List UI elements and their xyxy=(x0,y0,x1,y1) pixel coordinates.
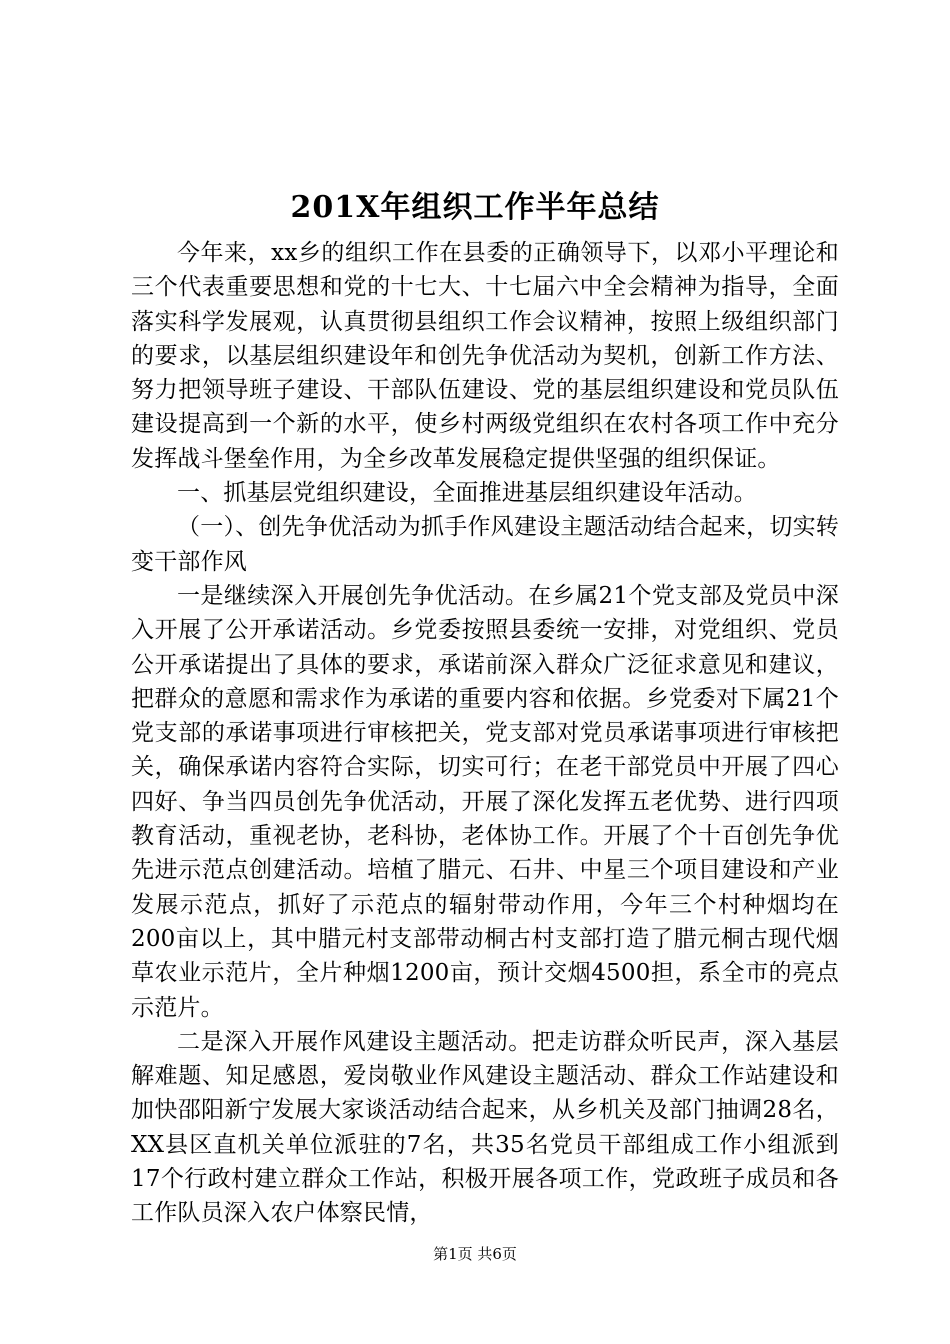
paragraph-item-one: 一是继续深入开展创先争优活动。在乡属21个党支部及党员中深入开展了公开承诺活动。乡党委按照县委统一安排，对党组织、党员公开承诺提出了具体的要求，承诺前深入群众广泛征求意见和建议，把群众的意愿和需求作为承诺的重要内容和依据。乡党委对下属21个党支部的承诺事项进行审核把关，党支部对党员承诺事项进行审核把关，确保承诺内容符合实际，切实可行；在老干部党员中开展了四心四好、争当四员创先争优活动，开展了深化发挥五老优势、进行四项教育活动，重视老协，老科协，老体协工作。开展了个十百创先争优先进示范点创建活动。培植了腊元、石井、中星三个项目建设和产业发展示范点，抓好了示范点的辐射带动作用，今年三个村种烟均在200亩以上，其中腊元村支部带动桐古村支部打造了腊元桐古现代烟草农业示范片，全片种烟1200亩，预计交烟4500担，系全市的亮点示范片。 xyxy=(131,582,839,1021)
document-body xyxy=(131,236,839,1231)
paragraph-item-two: 二是深入开展作风建设主题活动。把走访群众听民声，深入基层解难题、知足感恩，爱岗敬业作风建设主题活动、群众工作站建设和加快邵阳新宁发展大家谈活动结合起来，从乡机关及部门抽调28名，XX县区直机关单位派驻的7名，共35名党员干部组成工作小组派到17个行政村建立群众工作站，积极开展各项工作，党政班子成员和各工作队员深入农户体察民情， xyxy=(131,1028,839,1227)
paragraph-intro: 今年来，xx乡的组织工作在县委的正确领导下，以邓小平理论和三个代表重要思想和党的十七大、十七届六中全会精神为指导，全面落实科学发展观，认真贯彻县组织工作会议精神，按照上级组织部门的要求，以基层组织建设年和创先争优活动为契机，创新工作方法、努力把领导班子建设、干部队伍建设、党的基层组织建设和党员队伍建设提高到一个新的水平，使乡村两级党组织在农村各项工作中充分发挥战斗堡垒作用，为全乡改革发展稳定提供坚强的组织保证。 xyxy=(131,240,839,472)
document-title: 201X年组织工作半年总结 xyxy=(290,190,660,225)
paragraph-subsection-heading: （一）、创先争优活动为抓手作风建设主题活动结合起来，切实转变干部作风 xyxy=(131,514,839,575)
page-footer: 第1页 共6页 xyxy=(433,1245,517,1263)
paragraph-section-heading: 一、抓基层党组织建设，全面推进基层组织建设年活动。 xyxy=(177,480,757,507)
